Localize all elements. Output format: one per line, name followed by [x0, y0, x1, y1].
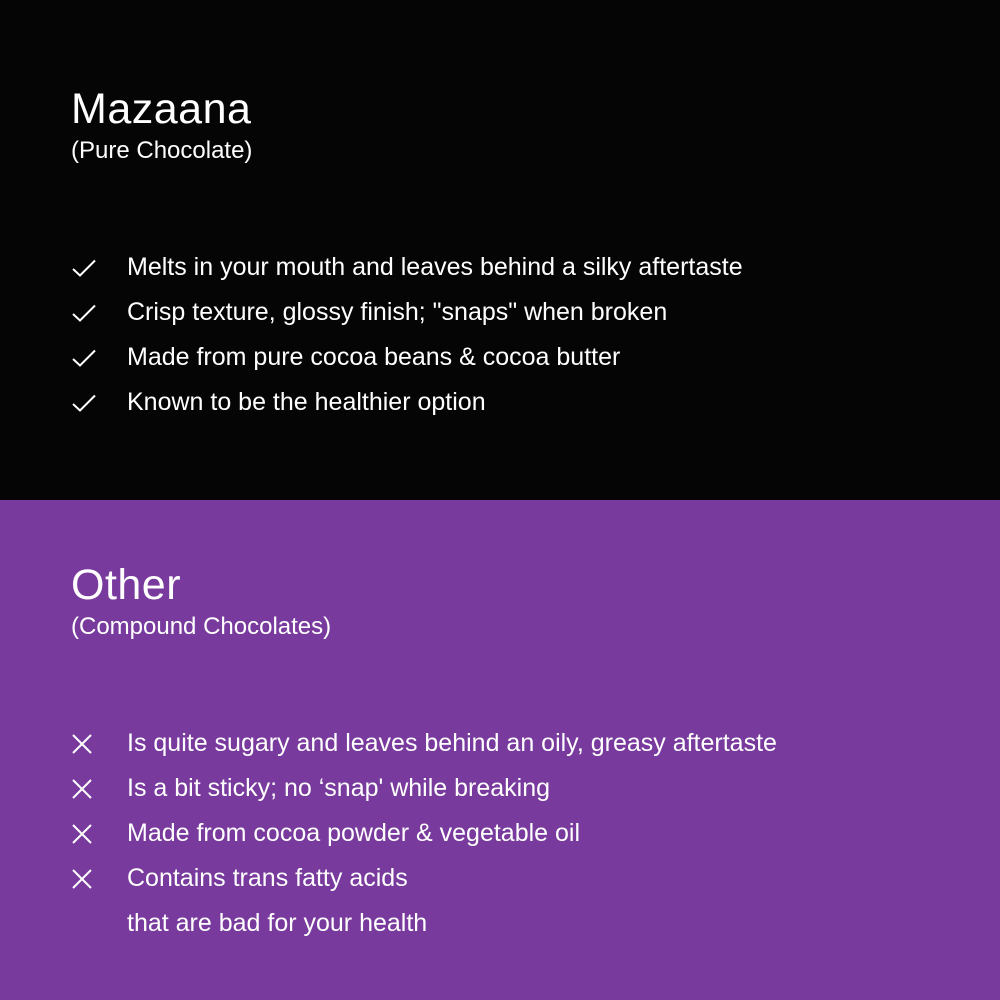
list-item	[71, 245, 743, 290]
cross-icon	[71, 823, 127, 845]
list-item-text: Known to be the healthier option	[127, 388, 486, 416]
list-item-text: Made from cocoa powder & vegetable oil	[127, 819, 581, 847]
list-item	[71, 380, 743, 425]
list-item-text: Is quite sugary and leaves behind an oily, greasy aftertaste	[127, 729, 777, 757]
list-item-text: Crisp texture, glossy finish; "snaps" when broken	[127, 298, 668, 326]
check-icon	[71, 258, 127, 278]
list-item	[71, 856, 777, 901]
cross-icon	[71, 778, 127, 800]
check-icon	[71, 303, 127, 323]
compound-chocolate-drawbacks-list	[71, 721, 777, 946]
check-icon	[71, 393, 127, 413]
pure-chocolate-subtitle: (Pure Chocolate)	[71, 137, 253, 164]
list-item-text: Made from pure cocoa beans & cocoa butter	[127, 343, 621, 371]
compound-chocolate-subtitle: (Compound Chocolates)	[71, 613, 332, 640]
list-item	[71, 766, 777, 811]
list-item-text: Melts in your mouth and leaves behind a silky aftertaste	[127, 253, 743, 281]
list-item	[71, 290, 743, 335]
list-item	[71, 335, 743, 380]
cross-icon	[71, 733, 127, 755]
compound-chocolate-title: Other	[71, 561, 182, 609]
check-icon	[71, 348, 127, 368]
list-item	[71, 811, 777, 856]
compound-chocolate-panel	[0, 500, 1000, 1000]
list-item-text: Is a bit sticky; no ‘snap' while breaking	[127, 774, 551, 802]
list-item-text: Contains trans fatty acids	[127, 864, 408, 892]
cross-icon	[71, 868, 127, 890]
pure-chocolate-title: Mazaana	[71, 85, 252, 133]
pure-chocolate-benefits-list	[71, 245, 743, 425]
list-item	[71, 721, 777, 766]
list-item-continuation: that are bad for your health	[127, 909, 428, 937]
